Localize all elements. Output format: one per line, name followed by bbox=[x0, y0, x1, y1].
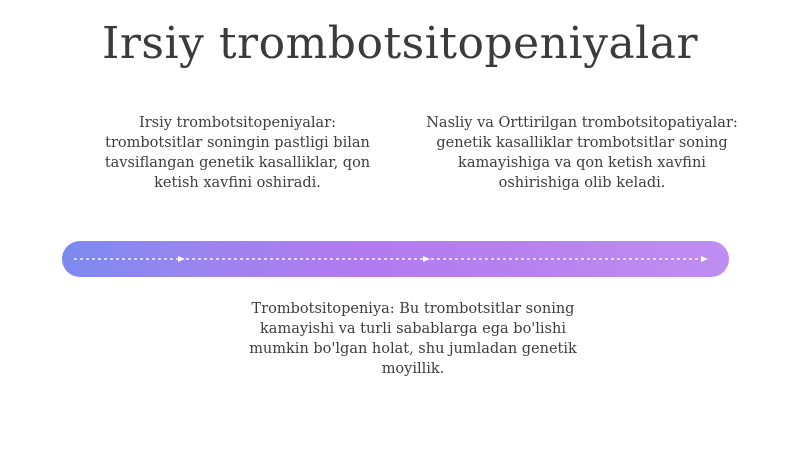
timeline-arrow-1 bbox=[178, 256, 185, 262]
right-description: Nasliy va Orttirilgan trombotsitopatiyalar: genetik kasalliklar trombotsitlar soning kamayishiga va qon ketish xavfini oshirishiga olib keladi. bbox=[426, 115, 738, 191]
timeline-arrows bbox=[62, 241, 729, 277]
timeline-arrow-3 bbox=[701, 256, 708, 262]
left-description: Irsiy trombotsitopeniyalar: trombotsitlar soningin pastligi bilan tavsiflangan genetik kasalliklar, qon ketish xavfini oshiradi. bbox=[104, 115, 371, 191]
timeline-bar bbox=[62, 241, 729, 277]
timeline-arrow-2 bbox=[423, 256, 430, 262]
bottom-description: Trombotsitopeniya: Bu trombotsitlar soning kamayishi va turli sabablarga ega bo'lishi mumkin bo'lgan holat, shu jumladan genetik moyillik. bbox=[249, 301, 577, 377]
slide-title: Irsiy trombotsitopeniyalar bbox=[101, 18, 699, 69]
